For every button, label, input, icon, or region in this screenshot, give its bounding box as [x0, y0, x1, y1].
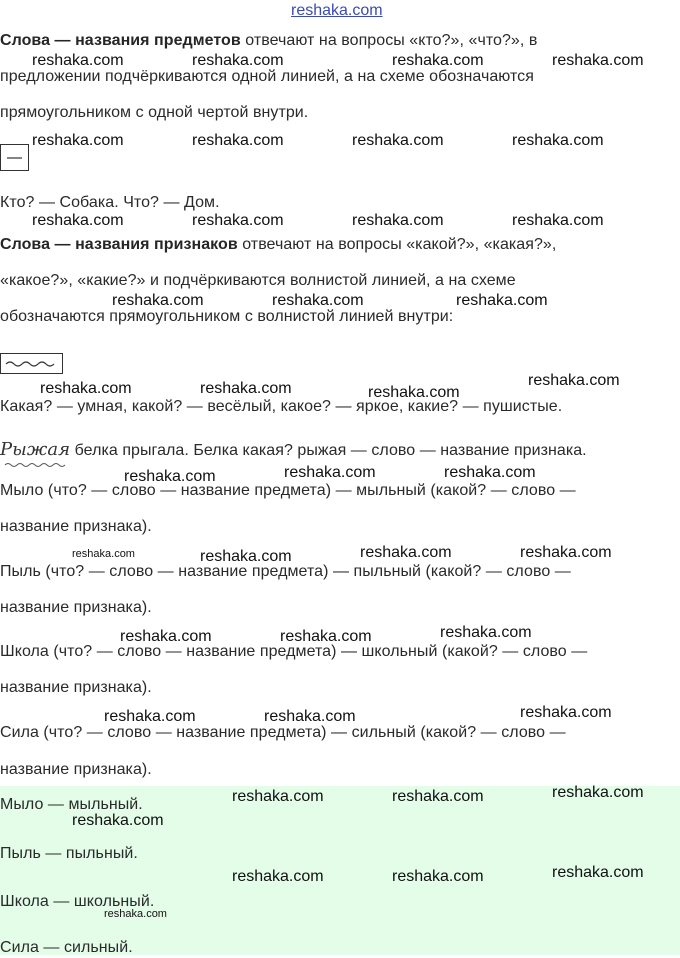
sentence-italic-word: Рыжая: [0, 439, 71, 460]
watermark: reshaka.com: [32, 212, 124, 229]
watermark: reshaka.com: [200, 380, 292, 397]
example-1-line-2: название признака).: [0, 518, 152, 535]
adjective-rule-bold: Слова — названия признаков: [0, 236, 238, 253]
adjective-example: Какая? — умная, какой? — весёлый, какое? — яркое, какие? — пушистые.: [0, 398, 563, 415]
watermark: reshaka.com: [264, 708, 356, 725]
watermark: reshaka.com: [104, 708, 196, 725]
example-4-line-2: название признака).: [0, 761, 152, 778]
watermark: reshaka.com: [520, 704, 612, 721]
watermark: reshaka.com: [40, 380, 132, 397]
watermark: reshaka.com: [352, 132, 444, 149]
adjective-rule-rest: отвечают на вопросы «какой?», «какая?»,: [237, 236, 557, 253]
example-2-line-1: Пыль (что? — слово — название предмета) — пыльный (какой? — слово —: [0, 563, 571, 580]
watermark: reshaka.com: [32, 52, 124, 69]
site-link[interactable]: reshaka.com: [291, 2, 383, 19]
watermark: reshaka.com: [392, 52, 484, 69]
watermark: reshaka.com: [352, 212, 444, 229]
noun-rule-line-1: [0, 31, 537, 51]
answer-3: Школа — школьный.: [0, 893, 155, 910]
watermark: reshaka.com: [120, 628, 212, 645]
watermark: reshaka.com: [232, 868, 324, 885]
noun-example: Кто? — Собака. Что? — Дом.: [0, 194, 220, 211]
adjective-rule-line-3: обозначаются прямоугольником с волнистой линией внутри:: [0, 308, 454, 325]
noun-rule-line-3: прямоугольником с одной чертой внутри.: [0, 104, 309, 121]
watermark: reshaka.com: [112, 292, 204, 309]
watermark: reshaka.com: [440, 624, 532, 641]
watermark: reshaka.com: [512, 132, 604, 149]
watermark: reshaka.com: [232, 788, 324, 805]
watermark: reshaka.com: [124, 468, 216, 485]
watermark: reshaka.com: [368, 384, 460, 401]
watermark: reshaka.com: [272, 292, 364, 309]
noun-rule-rest: отвечают на вопросы «кто?», «что?», в: [240, 32, 538, 49]
watermark: reshaka.com: [192, 52, 284, 69]
adjective-scheme-icon: [0, 353, 63, 374]
noun-rule-line-2: предложении подчёркиваются одной линией, а на схеме обозначаются: [0, 68, 534, 85]
example-4-line-1: Сила (что? — слово — название предмета) — сильный (какой? — слово —: [0, 724, 566, 741]
watermark: reshaka.com: [72, 548, 135, 560]
watermark: reshaka.com: [520, 544, 612, 561]
sentence-rest: белка прыгала. Белка какая? рыжая — слово — название признака.: [70, 442, 587, 459]
watermark: reshaka.com: [552, 864, 644, 881]
example-3-line-2: название признака).: [0, 679, 152, 696]
watermark: reshaka.com: [392, 868, 484, 885]
watermark: reshaka.com: [200, 548, 292, 565]
sentence-line: [0, 440, 587, 461]
watermark: reshaka.com: [192, 212, 284, 229]
answer-2: Пыль — пыльный.: [0, 845, 138, 862]
watermark: reshaka.com: [552, 784, 644, 801]
watermark: reshaka.com: [456, 292, 548, 309]
watermark: reshaka.com: [392, 788, 484, 805]
example-1-line-1: Мыло (что? — слово — название предмета) — мыльный (какой? — слово —: [0, 482, 576, 499]
watermark: reshaka.com: [280, 628, 372, 645]
noun-rule-bold: Слова — названия предметов: [0, 32, 241, 49]
watermark: reshaka.com: [32, 132, 124, 149]
watermark: reshaka.com: [192, 132, 284, 149]
watermark: reshaka.com: [360, 544, 452, 561]
example-2-line-2: название признака).: [0, 599, 152, 616]
watermark: reshaka.com: [512, 212, 604, 229]
watermark: reshaka.com: [444, 464, 536, 481]
answer-1: Мыло — мыльный.: [0, 796, 143, 813]
noun-scheme-icon: [0, 144, 29, 171]
watermark: reshaka.com: [104, 908, 167, 920]
answer-4: Сила — сильный.: [0, 939, 133, 956]
adjective-rule-line-1: [0, 235, 556, 255]
example-3-line-1: Школа (что? — слово — название предмета) — школьный (какой? — слово —: [0, 643, 588, 660]
watermark: reshaka.com: [528, 372, 620, 389]
watermark: reshaka.com: [284, 464, 376, 481]
watermark: reshaka.com: [552, 52, 644, 69]
adjective-rule-line-2: «какое?», «какие?» и подчёркиваются волнистой линией, а на схеме: [0, 272, 516, 289]
wavy-underline-icon: [4, 461, 66, 469]
watermark: reshaka.com: [72, 812, 164, 829]
